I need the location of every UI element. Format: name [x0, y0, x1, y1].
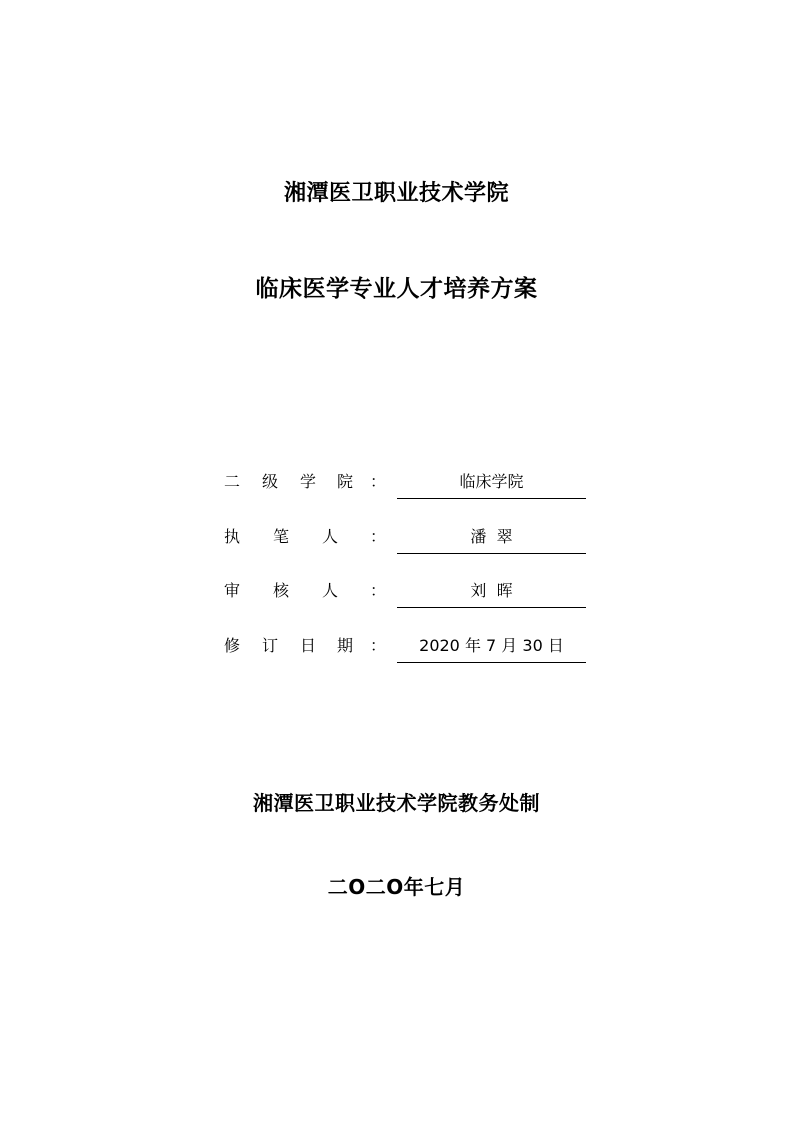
label-colon: ：	[370, 581, 387, 600]
reviewer-value: 刘 晖	[397, 574, 586, 608]
label-char: 审	[224, 581, 241, 600]
info-row-author	[224, 520, 586, 574]
author-value: 潘 翠	[397, 520, 586, 554]
document-title: 临床医学专业人才培养方案	[255, 276, 538, 302]
label-char: 学	[300, 472, 317, 491]
publication-date: 二O二O年七月	[327, 875, 466, 899]
info-row-revision-date	[224, 629, 586, 683]
label-char: 修	[224, 636, 241, 655]
label-char: 订	[262, 636, 279, 655]
label-char: 日	[300, 636, 317, 655]
info-row-reviewer	[224, 574, 586, 628]
label-char: 二	[224, 472, 241, 491]
label-colon: ：	[370, 527, 387, 546]
label-char: 期	[337, 636, 354, 655]
label-char: 级	[262, 472, 279, 491]
school-title: 湘潭医卫职业技术学院	[283, 181, 509, 206]
label-char: 人	[322, 527, 339, 546]
label-char: 执	[224, 527, 241, 546]
reviewer-label	[224, 574, 387, 608]
label-char: 笔	[273, 527, 290, 546]
college-value: 临床学院	[397, 465, 586, 499]
label-colon: ：	[370, 636, 387, 655]
issuer-line: 湘潭医卫职业技术学院教务处制	[253, 791, 540, 815]
revision-date-value: 2020 年 7 月 30 日	[397, 629, 586, 663]
revision-date-label	[224, 629, 387, 663]
label-char: 核	[273, 581, 290, 600]
label-char: 人	[322, 581, 339, 600]
label-colon: ：	[370, 472, 387, 491]
info-row-college	[224, 465, 586, 519]
label-char: 院	[337, 472, 354, 491]
author-label	[224, 520, 387, 554]
college-label	[224, 465, 387, 499]
